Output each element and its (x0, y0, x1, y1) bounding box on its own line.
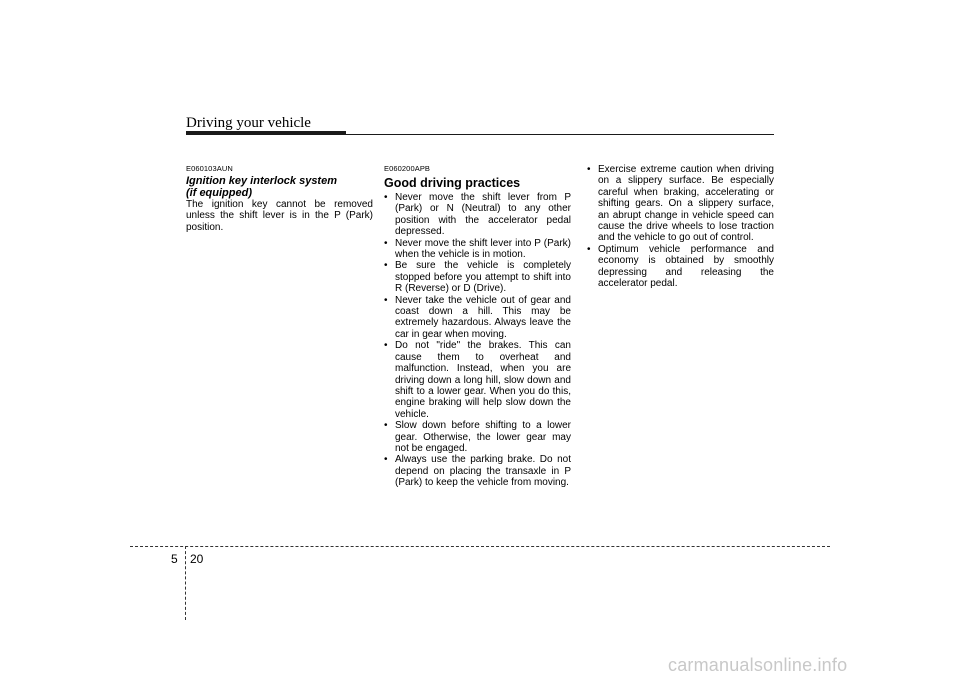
header-bar (186, 131, 346, 135)
list-item (587, 244, 774, 290)
column-ignition-interlock (186, 164, 373, 233)
section-code: E060200APB (384, 164, 431, 173)
list-item-text: Optimum vehicle performance and economy is obtained by smoothly depressing and releasing the accelerator pedal. (598, 243, 774, 290)
list-item (587, 164, 774, 244)
section-subheading-note: (if equipped) (186, 186, 252, 199)
bullet-icon: • (587, 164, 591, 175)
chapter-number: 5 (171, 552, 178, 566)
list-item-text: Never take the vehicle out of gear and coast down a hill. This may be extremely hazardous. Always leave the car in gear when moving. (395, 294, 571, 340)
bullet-icon: • (384, 260, 388, 272)
bullet-icon: • (384, 454, 388, 466)
section-heading: Good driving practices (384, 176, 521, 190)
list-item-text: Always use the parking brake. Do not depend on placing the transaxle in P (Park) to keep the vehicle from moving. (395, 454, 571, 489)
list-item-text: Do not "ride" the brakes. This can cause them to overheat and malfunction. Instead, when you are driving down a long hill, slow down and shift to a lower gear. When you do this, engine braking will help slow down the vehicle. (395, 340, 571, 420)
bullet-icon: • (384, 237, 388, 249)
bullet-list (587, 164, 774, 289)
bullet-list (384, 192, 571, 489)
bullet-icon: • (587, 243, 591, 255)
list-item (384, 340, 571, 420)
watermark: carmanualsonline.info (668, 655, 848, 675)
header-rule (346, 134, 774, 135)
list-item-text: Never move the shift lever from P (Park) or N (Neutral) to any other position with the accelerator pedal depressed. (395, 192, 571, 238)
list-item-text: Exercise extreme caution when driving on a slippery surface. Be especially careful when braking, accelerating or shifting gears. On a slippery surface, an abrupt change in vehicle speed can cause the drive wheels to lose traction and the vehicle to go out of control. (598, 164, 774, 244)
list-item (384, 420, 571, 454)
column-good-driving (384, 164, 571, 489)
column-good-driving-continued (587, 164, 774, 289)
section-body: The ignition key cannot be removed unless the shift lever is in the P (Park) position. (186, 199, 373, 233)
footer-vertical-rule (185, 546, 186, 620)
section-subheading: Ignition key interlock system (186, 175, 337, 187)
list-item (384, 295, 571, 341)
section-code: E060103AUN (186, 164, 233, 173)
list-item-text: Be sure the vehicle is completely stopped before you attempt to shift into R (Reverse) or D (Drive). (395, 260, 571, 295)
list-item (384, 454, 571, 488)
list-item (384, 192, 571, 238)
list-item (384, 238, 571, 261)
list-item-text: Never move the shift lever into P (Park) when the vehicle is in motion. (395, 237, 571, 261)
bullet-icon: • (384, 340, 388, 352)
page-number: 20 (190, 552, 204, 566)
bullet-icon: • (384, 420, 388, 432)
bullet-icon: • (384, 294, 388, 306)
header-title: Driving your vehicle (186, 115, 311, 131)
list-item-text: Slow down before shifting to a lower gear. Otherwise, the lower gear may not be engaged. (395, 420, 571, 454)
bullet-icon: • (384, 192, 388, 203)
footer-rule (130, 546, 830, 547)
list-item (384, 260, 571, 294)
